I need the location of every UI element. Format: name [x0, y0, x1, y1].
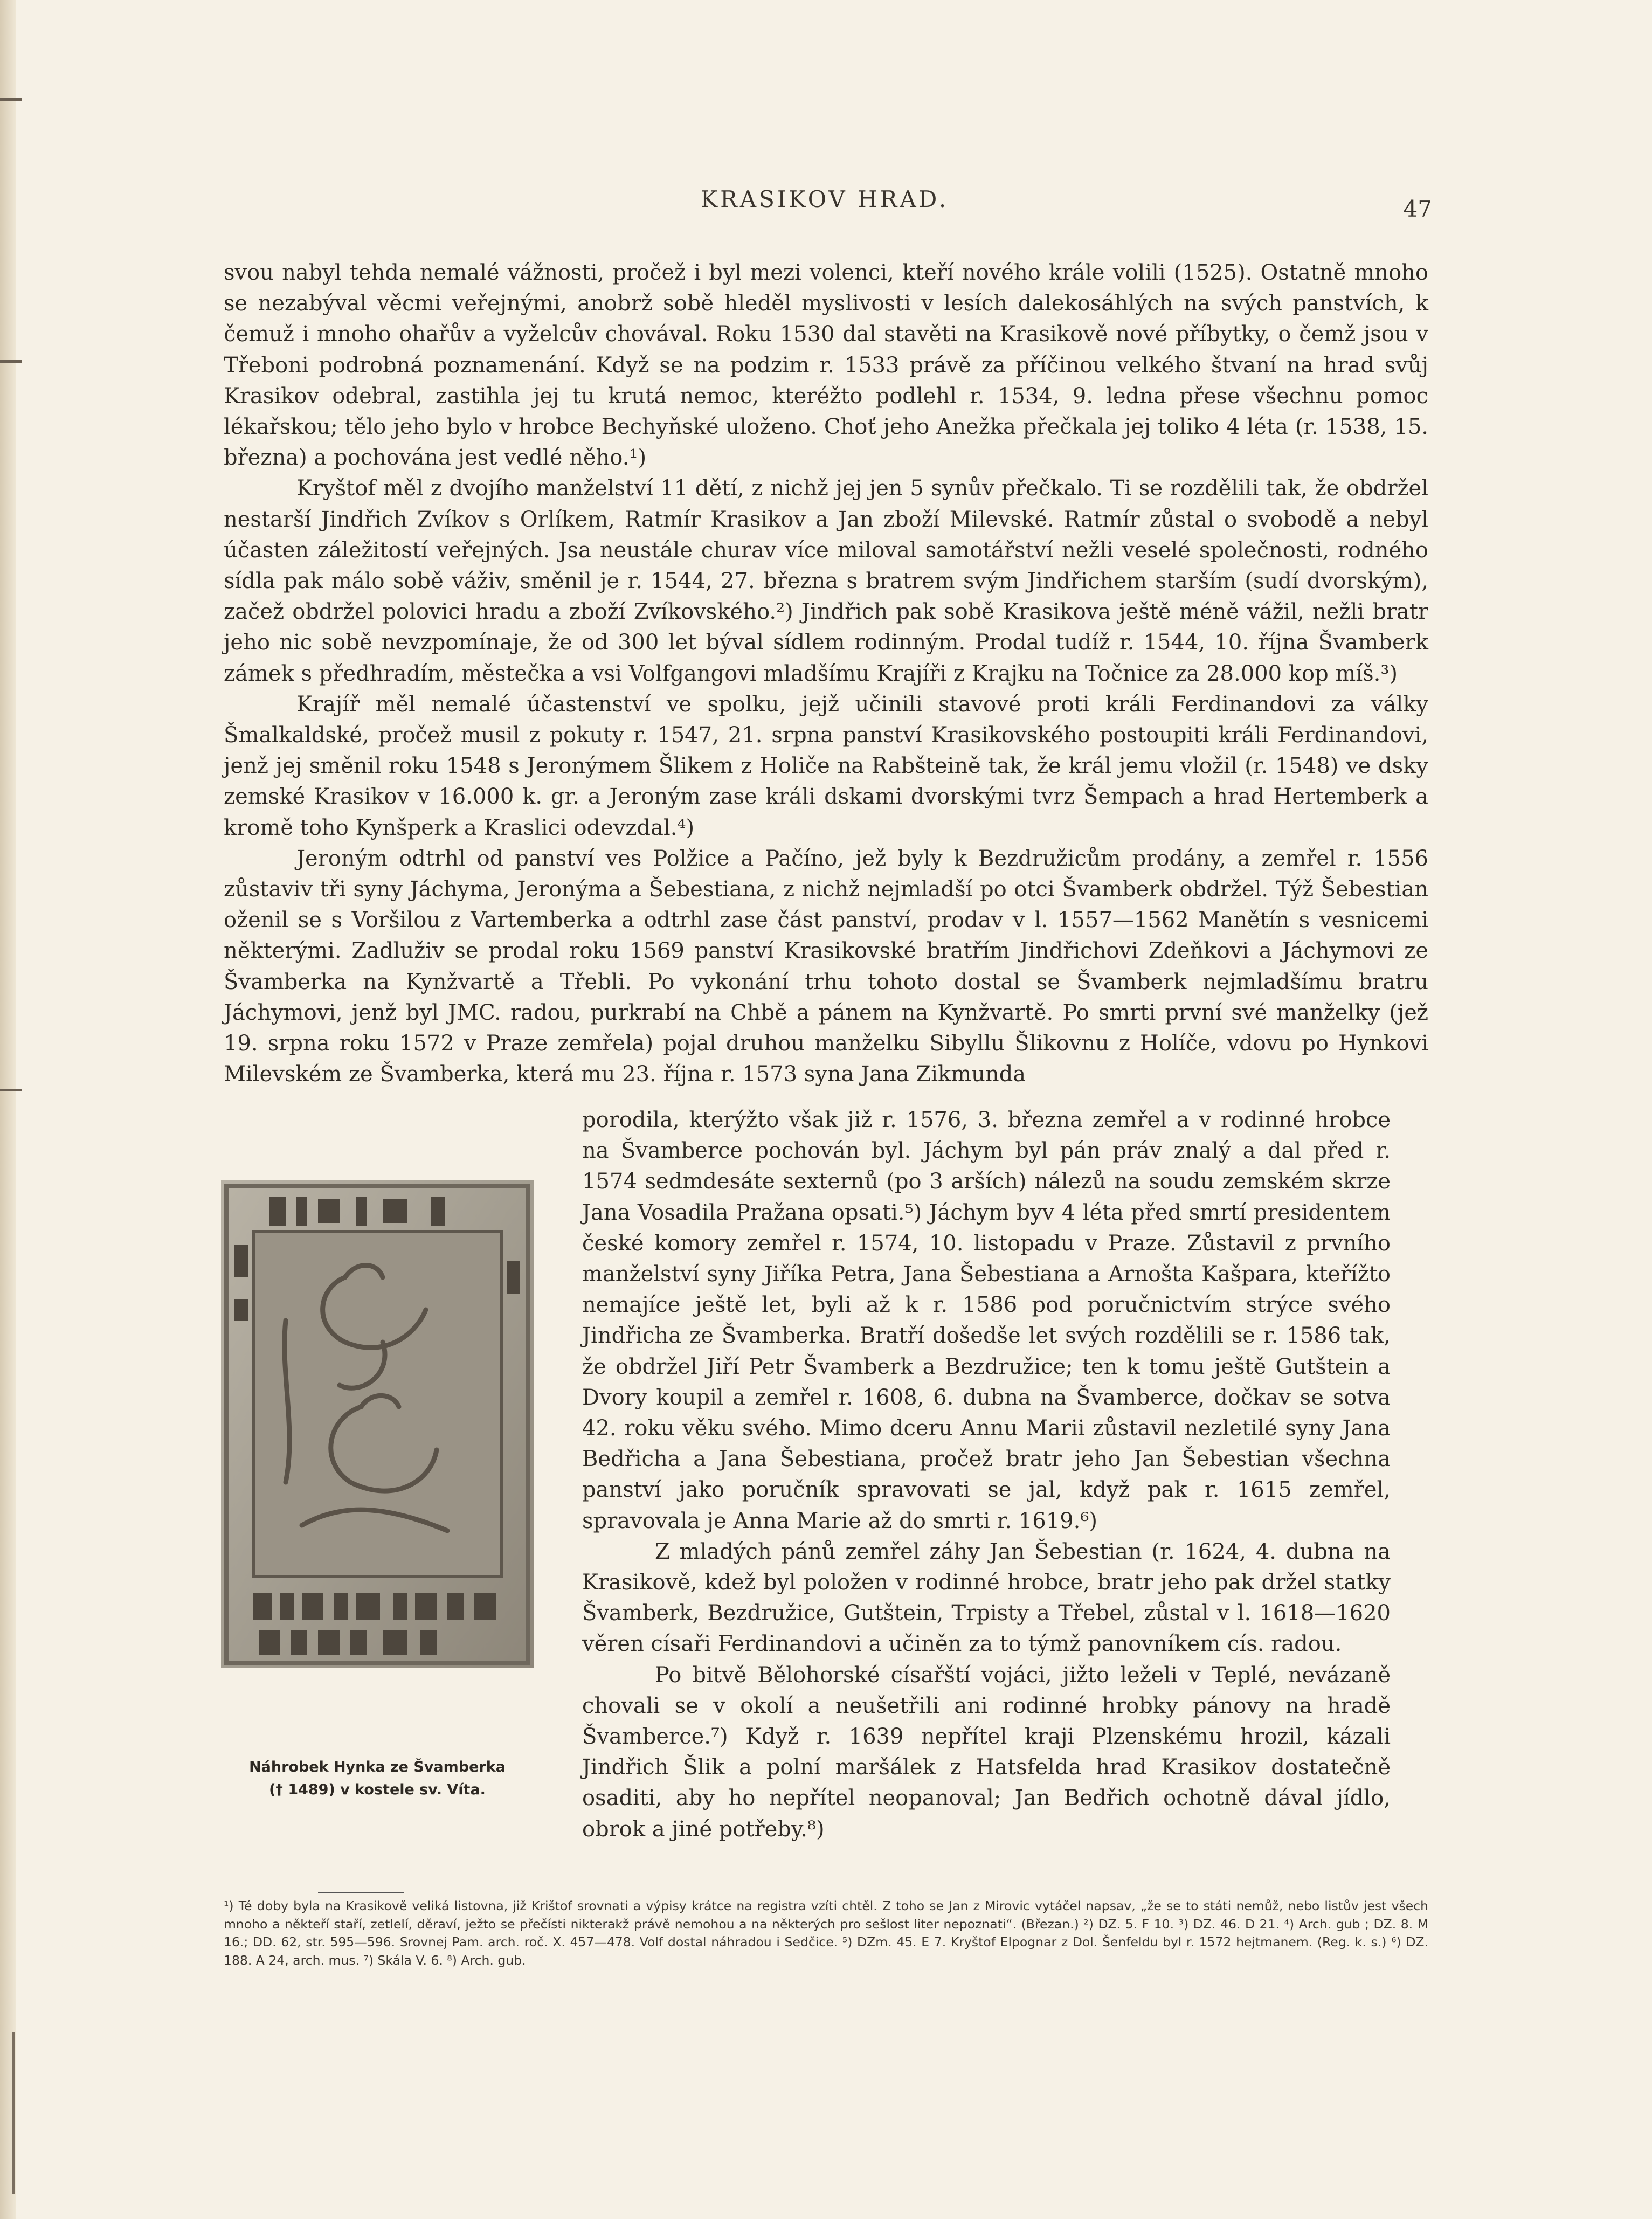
paragraph: Z mladých pánů zemřel záhy Jan Šebestian (r. 1624, 4. dubna na Krasikově, kdež byl položen v rodinné hrobce, bratr jeho pak držel statky Švamberk, Bezdružice, Gutštein, Trpisty a Třebel, zůstal v l. 1618—1620 věren císaři Ferdinandovi a učiněn za to týmž panovníkem cís. radou. — [582, 1539, 1391, 1657]
paragraph: porodila, kterýžto však již r. 1576, 3. března zemřel a v rodinné hrobce na Švamberce pochován byl. Jáchym byl pán práv znalý a dal před r. 1574 sedmdesáte sexternů (po 3 arších) nálezů na soudu zemském skrze Jana Vosadila Pražana opsati.⁵) Jáchym byv 4 léta před smrtí presidentem české komory zemřel r. 1574, 10. listopadu v Praze. Zůstavil z prvního manželství syny Jiříka Petra, Jana Šebestiana a Arnošta Kašpara, kteřížto nemajíce ještě let, byli až k r. 1586 pod poručnictvím strýce svého Jindřicha ze Švamberka. Bratří došedše let svých rozdělili se r. 1586 tak, že obdržel Jiří Petr Švamberk a Bezdružice; ten k tomu ještě Gutštein a Dvory koupil a zemřel r. 1608, 6. dubna na Švamberce, dočkav se sotva 42. roku věku svého. Mimo dceru Annu Marii zůstavil nezletilé syny Jana Bedřicha a Jana Šebestiana, pročež bratr jeho Jan Šebestian všechna panství jako poručník spravovati se jal, když pak r. 1615 zemřel, spravovala je Anna Marie až do smrti r. 1619.⁶) — [582, 1108, 1391, 1533]
paragraph: Jeroným odtrhl od panství ves Polžice a Pačíno, jež byly k Bezdružicům prodány, a zemřel r. 1556 zůstaviv tři syny Jáchyma, Jeronýma a Šebestiana, z nichž nejmladší po otci Švamberk obdržel. Týž Šebestian oženil se s Voršilou z Vartemberka a odtrhl zase část panství, prodav v l. 1557—1562 Manětín s vesnicemi některými. Zadluživ se prodal roku 1569 panství Krasikovské bratřím Jindřichovi Zdeňkovi a Jáchymovi ze Švamberka na Kynžvartě a Třebli. Po vykonání trhu tohoto dostal se Švamberk nejmladšímu bratru Jáchymovi, jenž byl JMC. radou, purkrabí na Chbě a pánem na Kynžvartě. Po smrti první své manželky (jež 19. srpna roku 1572 v Praze zemřela) pojal druhou manželku Sibyllu Šlikovnu z Holíče, vdovu po Hynkovi Milevském ze Švamberka, která mu 23. října r. 1573 syna Jana Zikmunda — [224, 846, 1428, 1087]
paragraph: Po bitvě Bělohorské císařští vojáci, jižto leželi v Teplé, nevázaně chovali se v okolí a neušetřili ani rodinné hrobky pánovy na hradě Švamberce.⁷) Když r. 1639 nepřítel kraji Plzenskému hrozil, kázali Jindřich Šlik a polní maršálek z Hatsfelda hrad Krasikov dostatečně osaditi, aby ho nepřítel neopanoval; Jan Bedřich ochotně dával jídlo, obrok a jiné potřeby.⁸) — [582, 1662, 1391, 1842]
page-number: 47 — [1403, 196, 1432, 222]
figure-caption — [216, 1756, 539, 1801]
edge-mark — [0, 1089, 22, 1091]
page-edge — [0, 0, 16, 2219]
page-header — [224, 186, 1432, 224]
paragraph: svou nabyl tehda nemalé vážnosti, pročež i byl mezi volenci, kteří nového krále volili (1525). Ostatně mnoho se nezabýval věcmi veřejnými, anobrž sobě hleděl myslivosti v lesích dalekosáhlých na svých panstvích, k čemuž i mnoho ohařův a vyželcův chovával. Roku 1530 dal stavěti na Krasikově nové příbytky, o čemž jsou v Třeboni podrobná poznamenání. Když se na podzim r. 1533 právě za příčinou velkého štvaní na hrad svůj Krasikov odebral, zastihla jej tu krutá nemoc, kteréžto podlehl r. 1534, 9. ledna přese všechnu pomoc lékařskou; tělo jeho bylo v hrobce Bechyňské uloženo. Choť jeho Anežka přečkala jej toliko 4 léta (r. 1538, 15. března) a pochována jest vedlé něho.¹) — [224, 260, 1428, 471]
footnote-divider — [318, 1892, 404, 1893]
caption-line: († 1489) v kostele sv. Víta. — [269, 1781, 486, 1798]
edge-mark — [0, 360, 22, 363]
tombstone-image — [221, 1180, 534, 1668]
footnotes: ¹) Té doby byla na Krasikově veliká listovna, již Krištof srovnati a výpisy krátce na registra vzíti chtěl. Z toho se Jan z Mirovic vytáčel napsav, „že se to státi nemůž, nebo listův jest všech mnoho a někteří staří, zetlelí, děraví, ježto se přečísti nikterakž právě nemohou a na některých pro sešlost liter nepoznati“. (Březan.) ²) DZ. 5. F 10. ³) DZ. 46. D 21. ⁴) Arch. gub ; DZ. 8. M 16.; DD. 62, str. 595—596. Srovnej Pam. arch. roč. X. 457—478. Volf dostal náhradou i Sedčice. ⁵) DZm. 45. E 7. Kryštof Elpognar z Dol. Šenfeldu byl r. 1572 hejtmanem. (Reg. k. s.) ⁶) DZ. 188. A 24, arch. mus. ⁷) Skála V. 6. ⁸) Arch. gub. — [224, 1898, 1428, 1968]
edge-mark — [12, 2032, 15, 2194]
caption-line: Náhrobek Hynka ze Švamberka — [249, 1759, 506, 1775]
edge-mark — [0, 98, 22, 101]
side-text — [582, 1105, 1391, 1845]
main-text — [224, 258, 1428, 1090]
running-title: KRASIKOV HRAD. — [700, 186, 949, 212]
paragraph: Kryštof měl z dvojího manželství 11 dětí, z nichž jej jen 5 synův přečkalo. Ti se rozdělili tak, že obdržel nestarší Jindřich Zvíkov s Orlíkem, Ratmír Krasikov a Jan zboží Milevské. Ratmír zůstal o svobodě a nebyl účasten záležitostí veřejných. Jsa neustále churav více miloval samotářství nežli veselé společnosti, rodného sídla pak málo sobě váživ, směnil je r. 1544, 27. března s bratrem svým Jindřichem starším (sudí dvorským), začež obdržel polovici hradu a zboží Zvíkovského.²) Jindřich pak sobě Krasikova ještě méně vážil, nežli bratr jeho nic sobě nevzpomínaje, že od 300 let býval sídlem rodinným. Prodal tudíž r. 1544, 10. října Švamberk zámek s předhradím, městečka a vsi Volfgangovi mladšímu Krajíři z Krajku na Točnice za 28.000 kop míš.³) — [224, 476, 1428, 686]
paragraph: Krajíř měl nemalé účastenství ve spolku, jejž učinili stavové proti králi Ferdinandovi za války Šmalkaldské, pročež musil z pokuty r. 1547, 21. srpna panství Krasikovského postoupiti králi Ferdinandovi, jenž jej směnil roku 1548 s Jeronýmem Šlikem z Holiče na Rabšteině tak, že král jemu vložil (r. 1548) ve dsky zemské Krasikov v 16.000 k. gr. a Jeroným zase králi dskami dvorskými tvrz Šempach a hrad Hertemberk a kromě toho Kynšperk a Kraslici odevzdal.⁴) — [224, 692, 1428, 840]
